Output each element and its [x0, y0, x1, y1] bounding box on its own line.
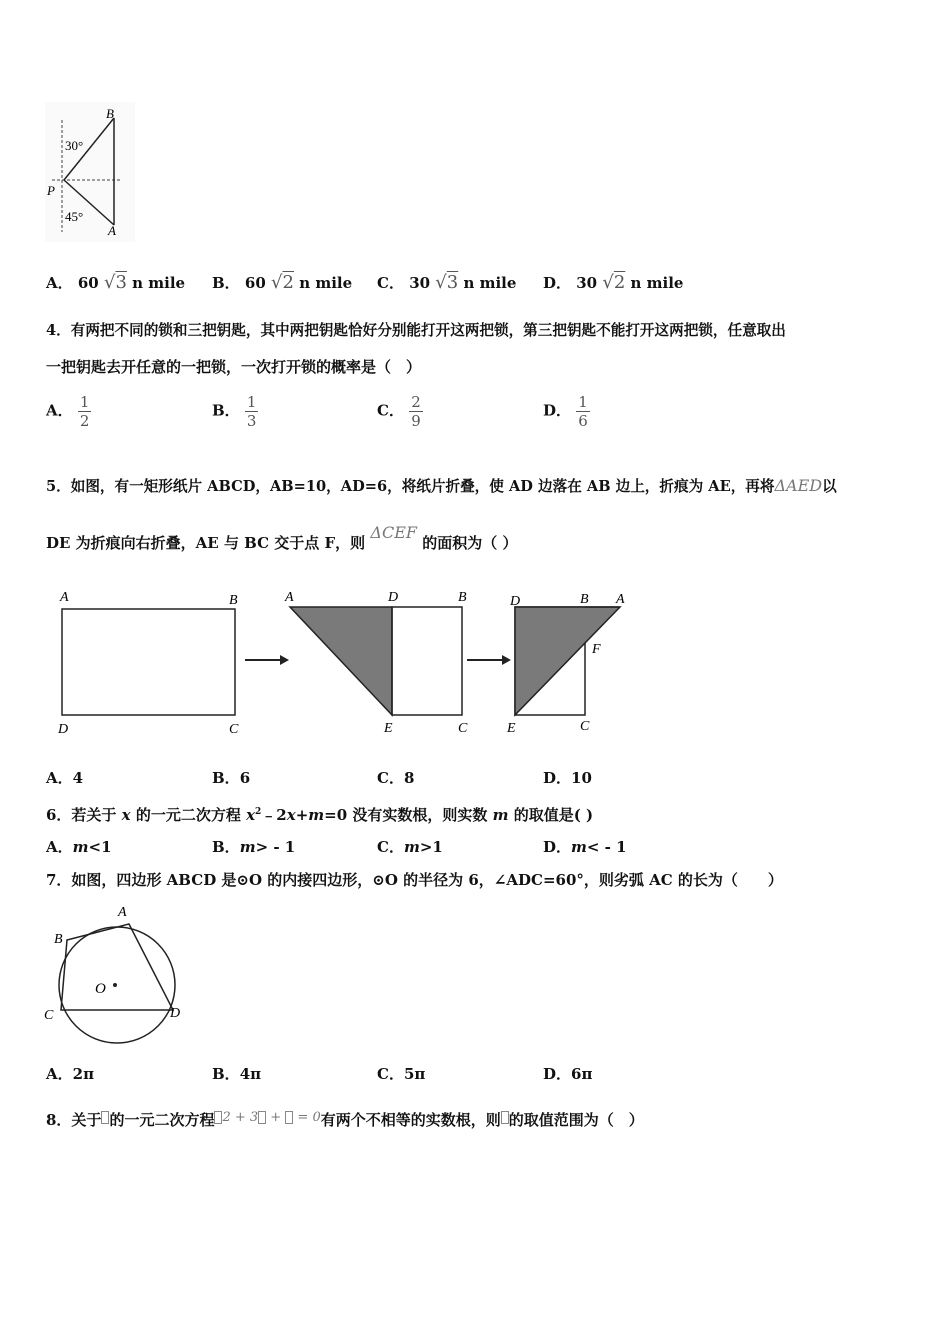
q5-fig2-rectangle [392, 607, 462, 715]
q5-arrow2-head [502, 655, 511, 665]
q6-eq-minus-2: ﹣2 [261, 806, 287, 824]
option-unit: n mile [132, 274, 186, 292]
option-radicand: 2 [282, 272, 294, 293]
q5-fig3-label-f: F [592, 642, 601, 657]
q5-fig3-label-c: C [580, 719, 590, 734]
option-letter: B． [212, 401, 240, 420]
option-letter: D． [543, 838, 572, 856]
option-letter: A． [46, 838, 73, 856]
option-coef: 60 [244, 274, 266, 292]
option-var: m [571, 838, 587, 856]
q8-text-b: 的一元二次方程 [109, 1111, 215, 1129]
q6-text-b: 的一元二次方程 [130, 806, 247, 824]
q3-figure-bg [45, 102, 135, 242]
fraction [78, 393, 92, 430]
q7-label-o: O [95, 981, 106, 997]
q6-text-a: 6．若关于 [46, 806, 122, 824]
option-value: 8 [403, 769, 415, 787]
q3-option-b[interactable] [212, 272, 352, 293]
q8-stem [46, 1109, 644, 1133]
q5-option-a[interactable] [46, 767, 83, 788]
q7-stem: 7．如图，四边形 ABCD 是⊙O 的内接四边形，⊙O 的半径为 6，∠ADC=60°，则劣弧 AC 的长为（ ） [46, 871, 783, 889]
option-letter: D． [543, 1065, 572, 1083]
q5-option-c[interactable] [377, 767, 414, 788]
q3-label-b: B [106, 106, 114, 121]
q6-option-c[interactable] [377, 836, 443, 857]
fraction [576, 393, 590, 430]
option-letter: C． [377, 274, 404, 292]
option-coef: 30 [409, 274, 431, 292]
option-letter: A． [46, 274, 73, 292]
option-coef: 30 [576, 274, 598, 292]
option-letter: D． [543, 274, 572, 292]
fraction-numerator: 1 [246, 393, 257, 411]
q6-option-b[interactable] [212, 836, 295, 857]
missing-symbol-box [501, 1111, 509, 1124]
q6-text-c: 的取值是( ) [508, 806, 594, 824]
option-letter: C． [377, 401, 404, 420]
q6-option-a[interactable] [46, 836, 112, 857]
option-letter: B． [212, 838, 240, 856]
fraction-numerator: 1 [578, 393, 588, 411]
fraction-numerator: 1 [79, 393, 90, 411]
q6-stem [46, 801, 593, 826]
q8-eq-part2: + [266, 1110, 286, 1125]
fraction-denominator: 2 [79, 412, 90, 430]
fraction-denominator: 9 [411, 412, 421, 430]
q5-fig1-label-a: A [60, 590, 69, 605]
q7-label-b: B [54, 932, 63, 947]
option-letter: A． [46, 1065, 73, 1083]
q8-text-a: 8．关于 [46, 1111, 102, 1129]
q5-fig3-label-a: A [616, 592, 625, 607]
sqrt-symbol: √3 [435, 272, 459, 293]
fraction-numerator: 2 [411, 393, 421, 411]
option-letter: C． [377, 1065, 404, 1083]
q5-option-d[interactable] [543, 767, 592, 788]
sqrt-symbol: √2 [602, 272, 626, 293]
q5-line2-end: 的面积为（ ） [422, 534, 518, 552]
option-value: 10 [571, 769, 592, 787]
q7-option-a[interactable] [46, 1063, 94, 1084]
q5-fig1-label-c: C [229, 722, 239, 737]
q4-stem-line2: 一把钥匙去开任意的一把锁，一次打开锁的概率是（ ） [46, 358, 422, 376]
q6-eq-x: x [246, 806, 256, 824]
q5-fig1-label-d: D [58, 722, 69, 737]
q3-option-c[interactable] [377, 272, 516, 293]
q6-var-x: x [121, 806, 131, 824]
q5-math-aed: ΔAED [774, 476, 823, 495]
q6-option-d[interactable] [543, 836, 627, 857]
option-value: 5π [403, 1065, 426, 1083]
q7-label-a: A [118, 905, 127, 920]
fraction-denominator: 6 [578, 412, 588, 430]
fraction-denominator: 3 [246, 412, 257, 430]
q7-figure [40, 903, 190, 1048]
q5-fig1-rectangle [62, 609, 235, 715]
fraction [409, 393, 423, 430]
option-letter: D． [543, 401, 572, 420]
option-unit: n mile [463, 274, 517, 292]
sqrt-symbol: √2 [271, 272, 294, 293]
option-letter: A． [46, 769, 73, 787]
option-coef: 60 [77, 274, 99, 292]
q5-fig3-label-b: B [580, 592, 589, 607]
q5-figure [40, 582, 650, 742]
q6-eq-x2: x [286, 806, 296, 824]
q6-var-m: m [492, 806, 509, 824]
q5-fig2-label-c: C [458, 721, 468, 736]
q3-label-a: A [108, 223, 116, 238]
q5-fig2-shaded-triangle [290, 607, 392, 715]
q4-option-b[interactable] [212, 393, 258, 430]
q5-line1-end: 以 [822, 478, 837, 495]
q5-math-cef: ΔCEF [370, 523, 417, 542]
q4-option-d[interactable] [543, 393, 590, 430]
q5-line1-text: 5．如图，有一矩形纸片 ABCD，AB=10，AD=6，将纸片折叠，使 AD 边落在 AB 边上，折痕为 AE，再将 [46, 478, 775, 495]
option-letter: D． [543, 769, 572, 787]
option-value: 6 [239, 769, 251, 787]
q5-fig3-label-e: E [507, 721, 516, 736]
option-relation: >1 [419, 838, 443, 856]
q5-fig3-label-d: D [510, 594, 521, 609]
option-var: m [239, 838, 256, 856]
q7-option-d[interactable] [543, 1063, 592, 1084]
option-relation: > - 1 [255, 838, 296, 856]
q5-stem-line2 [46, 523, 518, 560]
q4-option-a[interactable] [46, 393, 91, 430]
q4-option-c[interactable] [377, 393, 423, 430]
sqrt-symbol: √3 [103, 272, 127, 293]
q8-eq-part3: = 0 [293, 1110, 321, 1125]
q5-line2-text: DE 为折痕向右折叠，AE 与 BC 交于点 F，则 [46, 534, 366, 552]
q5-fig2-label-e: E [384, 721, 393, 736]
option-letter: B． [212, 1065, 240, 1083]
q7-option-c[interactable] [377, 1063, 425, 1084]
option-relation: <1 [88, 838, 112, 856]
option-var: m [403, 838, 420, 856]
fraction [245, 393, 259, 430]
q3-angle-45: 45° [65, 209, 84, 224]
q3-label-p: P [47, 183, 55, 198]
option-value: 4π [239, 1065, 262, 1083]
q3-angle-30: 30° [65, 138, 84, 153]
option-letter: B． [212, 769, 240, 787]
q6-eq-m: m [308, 806, 325, 824]
q5-fig2-label-a: A [285, 590, 294, 605]
q4-stem-line1: 4．有两把不同的锁和三把钥匙，其中两把钥匙恰好分别能打开这两把锁，第三把钥匙不能打开这两把锁，任意取出 [46, 322, 786, 339]
q6-eq-end: =0 没有实数根，则实数 [324, 806, 493, 824]
q8-text-d: 的取值范围为（ ） [508, 1111, 644, 1129]
option-letter: C． [377, 838, 404, 856]
q5-arrow1-head [280, 655, 289, 665]
missing-symbol-box [258, 1111, 266, 1124]
q6-eq-exponent: 2 [255, 807, 262, 817]
q7-label-c: C [44, 1008, 54, 1023]
q3-option-d[interactable] [543, 272, 683, 293]
q7-quadrilateral [61, 924, 173, 1010]
option-letter: C． [377, 769, 404, 787]
option-value: 2π [72, 1065, 95, 1083]
q3-option-a[interactable] [46, 272, 185, 293]
option-value: 6π [571, 1065, 593, 1083]
q5-option-b[interactable] [212, 767, 250, 788]
q5-fig2-label-d: D [388, 590, 399, 605]
option-letter: B． [212, 274, 240, 292]
q7-center-point [113, 983, 117, 987]
q5-stem-line1 [46, 475, 837, 498]
option-radicand: 3 [446, 272, 459, 293]
q7-label-d: D [170, 1006, 181, 1021]
q5-fig3-shaded-triangle [515, 607, 620, 715]
q3-figure [40, 100, 140, 245]
q5-fig1-label-b: B [229, 593, 238, 608]
option-letter: A． [46, 401, 73, 420]
q6-eq-plus: + [295, 806, 309, 824]
option-unit: n mile [299, 274, 353, 292]
q8-text-c: 有两个不相等的实数根，则 [320, 1111, 501, 1129]
option-value: 4 [72, 769, 84, 787]
option-var: m [72, 838, 89, 856]
option-radicand: 3 [115, 272, 127, 293]
option-relation: < - 1 [586, 838, 627, 856]
q8-eq-part1: 2 + 3 [222, 1110, 259, 1125]
q7-option-b[interactable] [212, 1063, 261, 1084]
option-unit: n mile [630, 274, 684, 292]
q5-fig2-label-b: B [458, 590, 467, 605]
option-radicand: 2 [613, 272, 626, 293]
